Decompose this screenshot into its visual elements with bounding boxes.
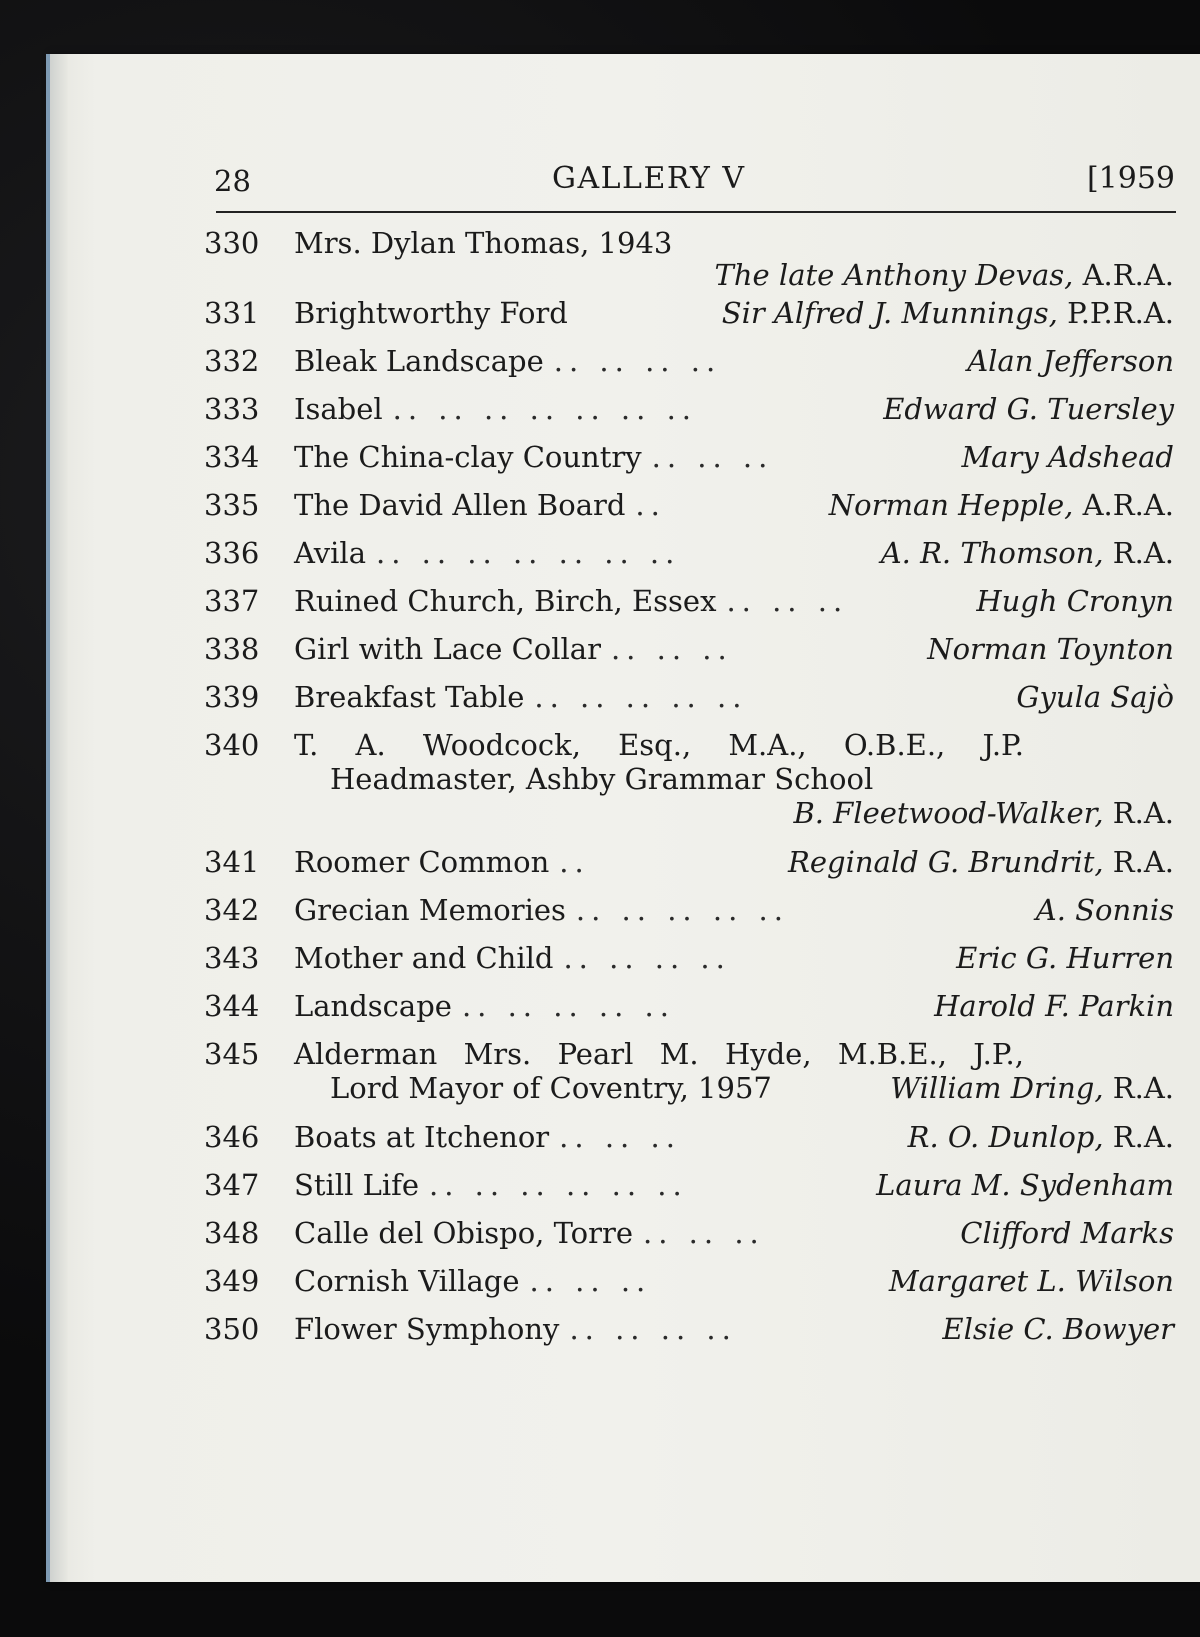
header-rule — [216, 211, 1176, 213]
entry-number: 343 — [204, 941, 260, 975]
entry-artist: Sir Alfred J. Munnings, — [721, 296, 1058, 330]
title-word: J.P. — [982, 728, 1024, 762]
title-word: Mrs. — [463, 1037, 532, 1071]
catalogue-entry-331 — [50, 296, 1200, 344]
catalogue-entry-342 — [50, 893, 1200, 941]
dot-leader: .. .. .. .. — [553, 344, 722, 378]
entry-title: Still Life — [294, 1168, 419, 1202]
dot-leader: .. .. .. — [726, 584, 849, 618]
entry-artist: R. O. Dunlop, — [907, 1120, 1104, 1154]
dot-leader: .. .. .. .. — [563, 941, 731, 975]
entry-honours: A.R.A. — [1082, 258, 1174, 292]
catalogue-entry-345 — [50, 1037, 1200, 1120]
catalogue-entry-349 — [50, 1264, 1200, 1312]
title-word: Alderman — [294, 1037, 438, 1071]
entry-artist-line — [908, 1120, 1174, 1154]
entry-artist: B. Fleetwood-Walker, — [793, 796, 1104, 830]
dot-leader: .. .. .. — [559, 1120, 681, 1154]
entry-subtitle: Lord Mayor of Coventry, 1957 — [330, 1071, 772, 1105]
dot-leader: .. .. .. .. .. — [534, 680, 748, 714]
entry-artist: Mary Adshead — [961, 440, 1174, 474]
entry-artist: Laura M. Sydenham — [876, 1168, 1174, 1202]
catalogue-entry-333 — [50, 392, 1200, 440]
title-word: M.A., — [728, 728, 807, 762]
entry-number: 335 — [204, 488, 260, 522]
title-word: M. — [659, 1037, 699, 1071]
entry-number: 339 — [204, 680, 260, 714]
entry-honours: R.A. — [1112, 845, 1174, 879]
entry-title: Roomer Common — [294, 845, 550, 879]
dot-leader: .. .. .. .. .. .. — [429, 1168, 688, 1202]
entry-artist: Norman Hepple, — [828, 488, 1074, 522]
entry-number: 348 — [204, 1216, 260, 1250]
catalogue-entry-336 — [50, 536, 1200, 584]
entry-title: Mrs. Dylan Thomas, 1943 — [294, 226, 673, 260]
entry-number: 342 — [204, 893, 260, 927]
entry-number: 340 — [204, 728, 260, 762]
title-word: A. — [355, 728, 386, 762]
page-number: 28 — [214, 164, 251, 198]
entry-artist: The late Anthony Devas, — [714, 258, 1074, 292]
entry-artist-line — [294, 258, 1174, 292]
entry-number: 341 — [204, 845, 260, 879]
catalogue-entry-337 — [50, 584, 1200, 632]
dot-leader: .. .. .. .. .. — [575, 893, 789, 927]
title-word: O.B.E., — [843, 728, 946, 762]
dot-leader: .. .. .. — [651, 440, 774, 474]
catalogue-entry-350 — [50, 1312, 1200, 1360]
dot-leader: .. .. .. .. .. .. .. — [376, 536, 681, 570]
entry-number: 331 — [204, 296, 260, 330]
entry-honours: R.A. — [1112, 536, 1174, 570]
entry-title — [294, 728, 1024, 762]
entry-title: Bleak Landscape — [294, 344, 544, 378]
catalogue-year: [1959 — [1086, 161, 1175, 196]
entry-artist-line — [788, 845, 1174, 879]
dot-leader: .. .. .. — [529, 1264, 652, 1298]
entry-number: 337 — [204, 584, 260, 618]
dot-leader: .. .. .. — [610, 632, 733, 666]
catalogue-entry-347 — [50, 1168, 1200, 1216]
gallery-title: GALLERY V — [552, 161, 746, 196]
entry-artist: Eric G. Hurren — [956, 941, 1174, 975]
catalogue-entry-335 — [50, 488, 1200, 536]
entry-title: Boats at Itchenor — [294, 1120, 550, 1154]
entry-title: Girl with Lace Collar — [294, 632, 601, 666]
title-word: M.B.E., — [837, 1037, 947, 1071]
entry-artist-line — [881, 536, 1174, 570]
entry-title: Avila — [294, 536, 366, 570]
entry-honours: R.A. — [1112, 1071, 1174, 1105]
entry-number: 345 — [204, 1037, 260, 1071]
title-word: Woodcock, — [422, 728, 581, 762]
entry-artist: Margaret L. Wilson — [888, 1264, 1174, 1298]
entry-title: Mother and Child — [294, 941, 554, 975]
entry-artist: Gyula Sajò — [1016, 680, 1174, 714]
catalogue-entry-339 — [50, 680, 1200, 728]
dot-leader: .. — [559, 845, 590, 879]
dot-leader: .. — [635, 488, 666, 522]
entry-number: 333 — [204, 392, 260, 426]
entry-number: 334 — [204, 440, 260, 474]
catalogue-entry-344 — [50, 989, 1200, 1037]
entry-number: 346 — [204, 1120, 260, 1154]
catalogue-entry-334 — [50, 440, 1200, 488]
entry-artist-line — [294, 796, 1174, 830]
entry-artist: Edward G. Tuersley — [883, 392, 1174, 426]
entry-title: Flower Symphony — [294, 1312, 560, 1346]
entry-honours: R.A. — [1112, 796, 1174, 830]
entry-title: Calle del Obispo, Torre — [294, 1216, 634, 1250]
entry-number: 344 — [204, 989, 260, 1023]
entry-title: Isabel — [294, 392, 383, 426]
catalogue-list — [50, 226, 1200, 1360]
entry-artist: Harold F. Parkin — [934, 989, 1174, 1023]
entry-artist: Elsie C. Bowyer — [942, 1312, 1174, 1346]
dot-leader: .. .. .. — [643, 1216, 765, 1250]
entry-honours: A.R.A. — [1082, 488, 1174, 522]
entry-title: Cornish Village — [294, 1264, 520, 1298]
catalogue-entry-332 — [50, 344, 1200, 392]
entry-artist: Alan Jefferson — [967, 344, 1174, 378]
entry-artist-line — [722, 296, 1174, 330]
catalogue-entry-346 — [50, 1120, 1200, 1168]
entry-artist: A. Sonnis — [1035, 893, 1174, 927]
entry-number: 347 — [204, 1168, 260, 1202]
entry-artist-line — [829, 488, 1174, 522]
title-word: Esq., — [618, 728, 692, 762]
title-word: Pearl — [557, 1037, 634, 1071]
catalogue-page — [50, 54, 1200, 1582]
entry-number: 350 — [204, 1312, 260, 1346]
entry-artist: Norman Toynton — [927, 632, 1174, 666]
title-word: T. — [294, 728, 319, 762]
entry-title: Brightworthy Ford — [294, 296, 568, 330]
entry-subtitle: Headmaster, Ashby Grammar School — [330, 762, 874, 796]
title-word: Hyde, — [724, 1037, 812, 1071]
entry-title: The China-clay Country — [294, 440, 642, 474]
entry-honours: P.P.R.A. — [1067, 296, 1174, 330]
entry-artist-line — [890, 1071, 1174, 1105]
entry-title: The David Allen Board — [294, 488, 626, 522]
entry-number: 349 — [204, 1264, 260, 1298]
entry-artist: William Dring, — [890, 1071, 1104, 1105]
entry-artist: Clifford Marks — [960, 1216, 1174, 1250]
catalogue-entry-330 — [50, 226, 1200, 296]
entry-number: 336 — [204, 536, 260, 570]
catalogue-entry-348 — [50, 1216, 1200, 1264]
entry-artist: Hugh Cronyn — [976, 584, 1174, 618]
catalogue-entry-338 — [50, 632, 1200, 680]
catalogue-entry-340 — [50, 728, 1200, 845]
catalogue-entry-341 — [50, 845, 1200, 893]
entry-title: Breakfast Table — [294, 680, 525, 714]
entry-number: 338 — [204, 632, 260, 666]
entry-title: Landscape — [294, 989, 452, 1023]
entry-artist: Reginald G. Brundrit, — [788, 845, 1104, 879]
entry-artist: A. R. Thomson, — [880, 536, 1104, 570]
entry-honours: R.A. — [1112, 1120, 1174, 1154]
entry-title: Grecian Memories — [294, 893, 566, 927]
dot-leader: .. .. .. .. — [569, 1312, 737, 1346]
entry-title — [294, 1037, 1024, 1071]
entry-title: Ruined Church, Birch, Essex — [294, 584, 717, 618]
title-word: J.P., — [973, 1037, 1024, 1071]
entry-number: 332 — [204, 344, 260, 378]
dot-leader: .. .. .. .. .. — [461, 989, 675, 1023]
catalogue-entry-343 — [50, 941, 1200, 989]
dot-leader: .. .. .. .. .. .. .. — [392, 392, 698, 426]
entry-number: 330 — [204, 226, 260, 260]
